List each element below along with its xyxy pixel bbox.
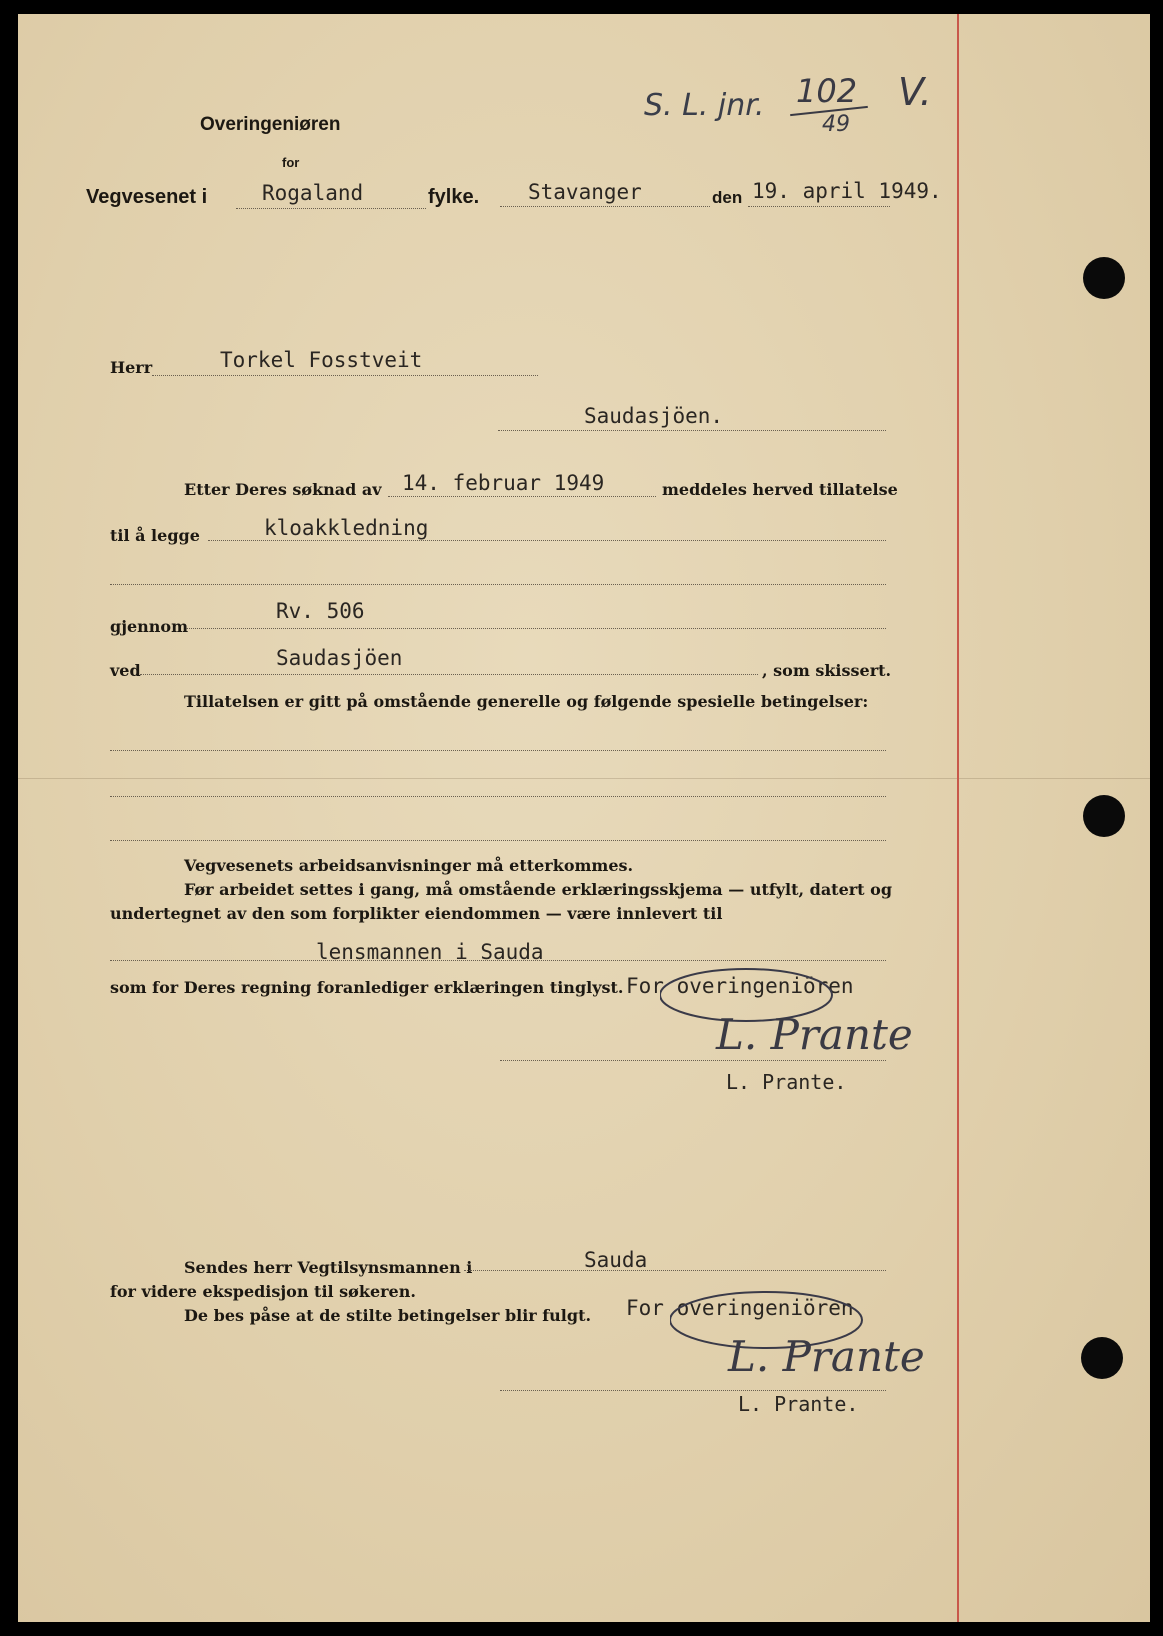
innlevert-value: lensmannen i Sauda (316, 940, 544, 964)
gjennom-label: gjennom (110, 617, 189, 636)
skissert-label: , som skissert. (762, 661, 892, 680)
videre-text: for videre ekspedisjon til søkeren. (110, 1282, 416, 1301)
bes-text: De bes påse at de stilte betingelser blir fulgt. (184, 1306, 592, 1325)
til-legge-label: til å legge (110, 526, 200, 545)
sendes-value: Sauda (584, 1248, 648, 1272)
vegvesenet-label: Vegvesenet i (86, 186, 208, 208)
fylke-value: Rogaland (262, 181, 364, 205)
signature-2: L. Prante (728, 1332, 925, 1381)
place-value: Stavanger (528, 180, 642, 204)
betingelser-text: Tillatelsen er gitt på omstående generelle og følgende spesielle betingelser: (184, 692, 869, 711)
header-title: Overingeniøren (200, 114, 341, 135)
journal-suffix: V. (898, 70, 932, 114)
punch-hole (1083, 795, 1125, 837)
signer-2: L. Prante. (738, 1392, 859, 1416)
margin-line (957, 14, 959, 1622)
punch-hole (1081, 1337, 1123, 1379)
signer-1: L. Prante. (726, 1070, 847, 1094)
soknad-date: 14. februar 1949 (402, 471, 605, 495)
erklaering-line2: undertegnet av den som forplikter eiendommen — være innlevert til (110, 904, 723, 923)
den-label: den (712, 188, 743, 207)
tinglyst-text: som for Deres regning foranlediger erklæringen tinglyst. (110, 978, 624, 997)
journal-year: 49 (822, 112, 850, 137)
date-value: 19. april 1949. (752, 179, 942, 203)
for-overingenioren-2: For overingeniören (626, 1296, 854, 1320)
fylke-label: fylke. (428, 186, 480, 208)
arbeidsanvisninger-text: Vegvesenets arbeidsanvisninger må etterkommes. (184, 856, 634, 875)
signature-1: L. Prante (716, 1010, 913, 1059)
herr-label: Herr (110, 358, 153, 377)
sendes-label: Sendes herr Vegtilsynsmannen i (184, 1258, 473, 1277)
header-for: for (282, 155, 300, 170)
journal-number: 102 (796, 72, 858, 110)
fold-crease (18, 778, 1150, 779)
gjennom-value: Rv. 506 (276, 599, 365, 623)
addressee-name: Torkel Fosstveit (220, 348, 423, 372)
for-overingenioren: For overingeniören (626, 974, 854, 998)
addressee-place: Saudasjöen. (584, 404, 724, 428)
journal-prefix: S. L. jnr. (644, 88, 765, 123)
ved-value: Saudasjöen (276, 646, 403, 670)
etter-label: Etter Deres søknad av (184, 480, 382, 499)
ved-label: ved (110, 661, 141, 680)
meddeles-label: meddeles herved tillatelse (662, 480, 898, 499)
erklaering-line1: Før arbeidet settes i gang, må omstående erklæringsskjema — utfylt, datert og (184, 880, 892, 899)
punch-hole (1083, 257, 1125, 299)
til-legge-value: kloakkledning (264, 516, 429, 540)
document-page (18, 14, 1150, 1622)
